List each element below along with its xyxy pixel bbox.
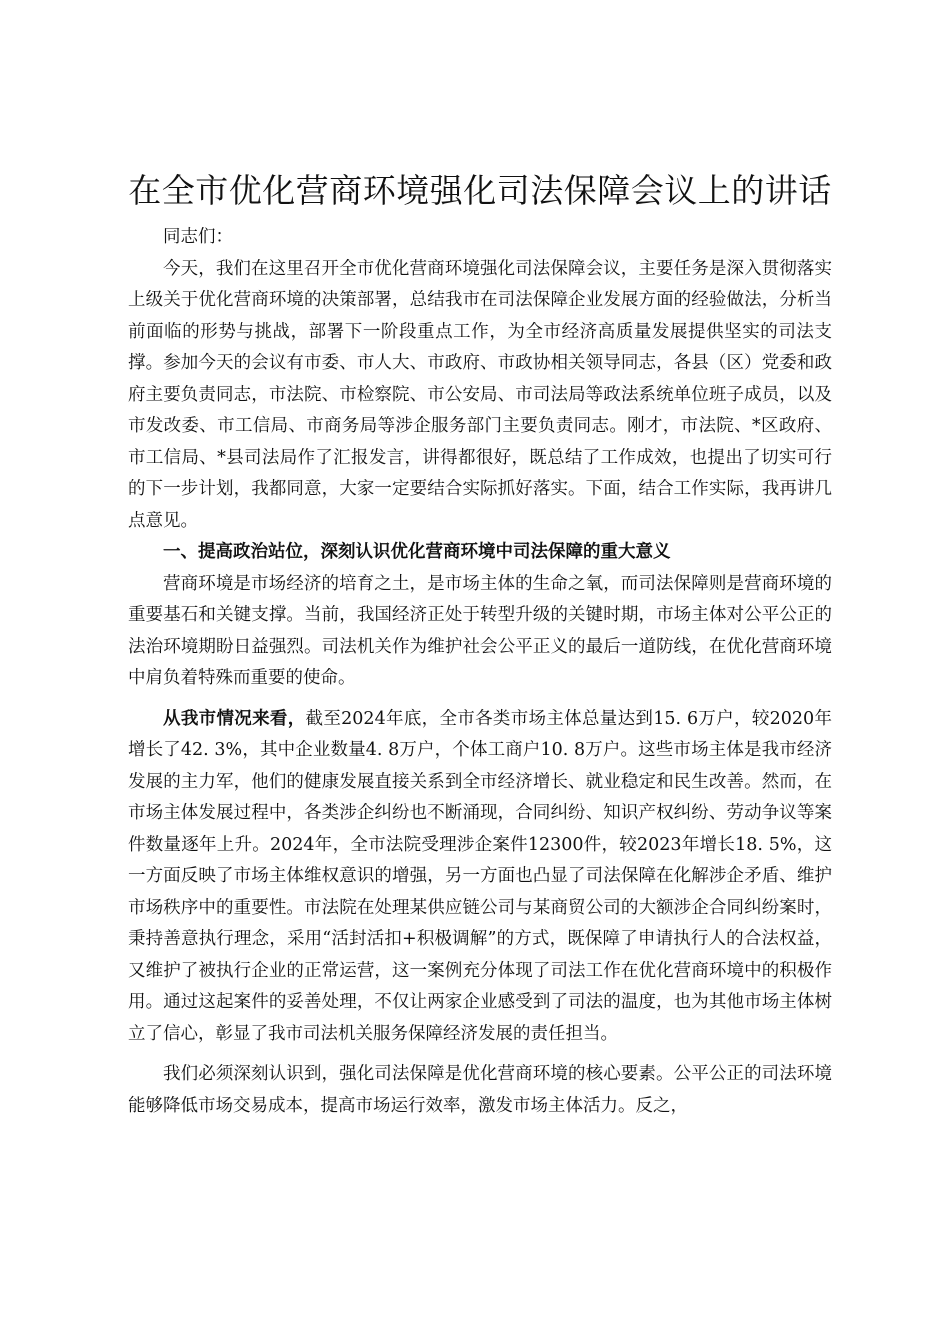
paragraph-body: 截至2024年底，全市各类市场主体总量达到15. 6万户，较2020年增长了42. 3%，其中企业数量4. 8万户，个体工商户10. 8万户。这些市场主体是我市经济发展的主力军，他们的健康发展直接关系到全市经济增长、就业稳定和民生改善。然而，在市场主体发展过程中，各类涉企纠纷也不断涌现，合同纠纷、知识产权纠纷、劳动争议等案件数量逐年上升。2024年，全市法院受理涉企案件12300件，较2023年增长18. 5%，这一方面反映了市场主体维权意识的增强，另一方面也凸显了司法保障在化解涉企矛盾、维护市场秩序中的重要性。市法院在处理某供应链公司与某商贸公司的大额涉企合同纠纷案时，秉持善意执行理念，采用“活封活扣+积极调解”的方式，既保障了申请执行人的合法权益，又维护了被执行企业的正常运营，这一案例充分体现了司法工作在优化营商环境中的积极作用。通过这起案件的妥善处理，不仅让两家企业感受到了司法的温度，也为其他市场主体树立了信心，彰显了我市司法机关服务保障经济发展的责任担当。 xyxy=(128,708,833,1044)
section-heading-1: 一、提高政治站位，深刻认识优化营商环境中司法保障的重大意义 xyxy=(163,542,671,562)
document-page xyxy=(128,168,832,1122)
paragraph-intro: 今天，我们在这里召开全市优化营商环境强化司法保障会议，主要任务是深入贯彻落实上级关于优化营商环境的决策部署，总结我市在司法保障企业发展方面的经验做法，分析当前面临的形势与挑战，部署下一阶段重点工作，为全市经济高质量发展提供坚实的司法支撑。参加今天的会议有市委、市人大、市政府、市政协相关领导同志，各县（区）党委和政府主要负责同志，市法院、市检察院、市公安局、市司法局等政法系统单位班子成员，以及市发改委、市工信局、市商务局等涉企服务部门主要负责同志。刚才，市法院、*区政府、市工信局、*县司法局作了汇报发言，讲得都很好，既总结了工作成效，也提出了切实可行的下一步计划，我都同意，大家一定要结合实际抓好落实。下面，结合工作实际，我再讲几点意见。 xyxy=(128,258,832,531)
paragraph-city-situation xyxy=(128,704,832,1051)
document-title: 在全市优化营商环境强化司法保障会议上的讲话 xyxy=(128,171,832,210)
paragraph-significance: 营商环境是市场经济的培育之土，是市场主体的生命之氧，而司法保障则是营商环境的重要基石和关键支撑。当前，我国经济正处于转型升级的关键时期，市场主体对公平公正的法治环境期盼日益强烈。司法机关作为维护社会公平正义的最后一道防线，在优化营商环境中肩负着特殊而重要的使命。 xyxy=(128,573,832,688)
paragraph-core-element: 我们必须深刻认识到，强化司法保障是优化营商环境的核心要素。公平公正的司法环境能够降低市场交易成本，提高市场运行效率，激发市场主体活力。反之， xyxy=(128,1064,832,1116)
salutation: 同志们： xyxy=(163,227,233,247)
paragraph-lead-phrase: 从我市情况来看， xyxy=(163,708,306,729)
